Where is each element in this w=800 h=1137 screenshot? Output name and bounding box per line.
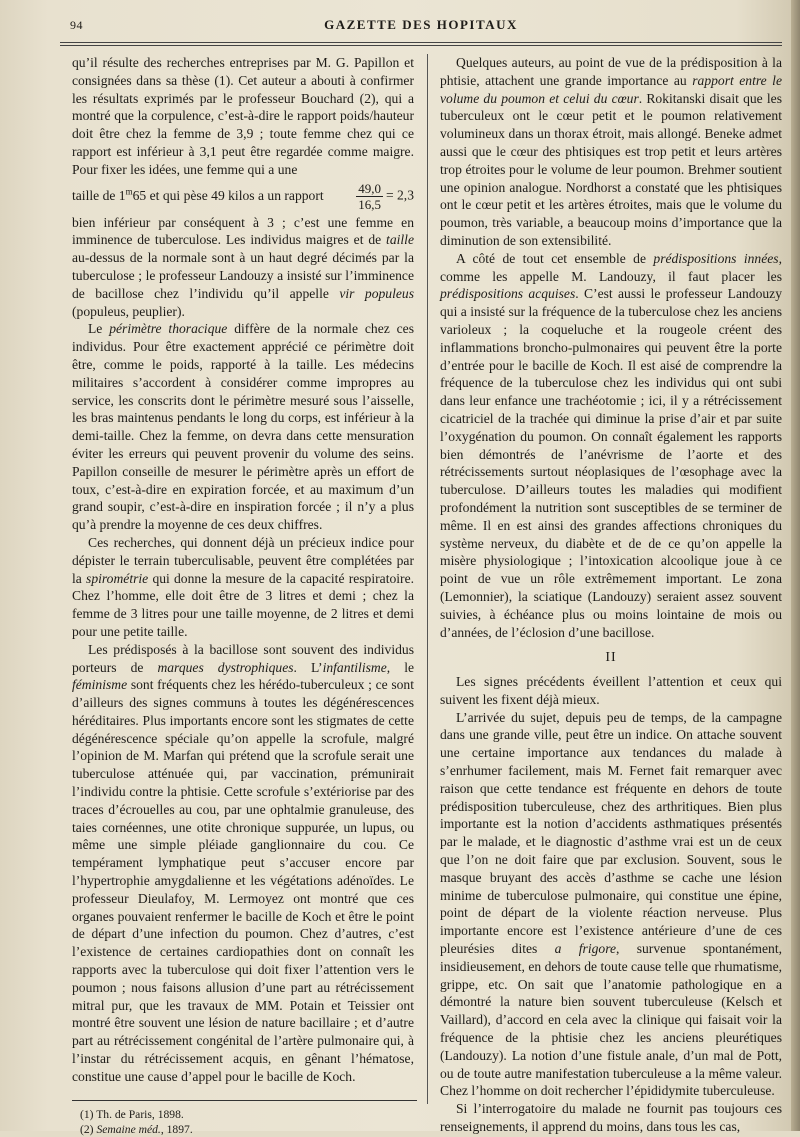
footnote-rule [72,1100,417,1101]
journal-title: GAZETTE DES HOPITAUX [324,17,518,32]
page-header [60,14,782,38]
paragraph: Ces recherches, qui donnent déjà un précieux indice pour dépister le terrain tuberculisable, peuvent être complétées par la spirométrie qui donne la mesure de la capacité respiratoire. Chez l’homme, elle doit être de 3 litres et demi ; chez la femme de 3 litres pour une taille moyenne, de 2 litres et demi pour une petite taille. [72,534,414,639]
paragraph: Si l’interrogatoire du malade ne fournit pas toujours ces renseignements, il apprend du moins, dans tous les cas, [440,1101,782,1135]
page-edge-shadow [791,0,800,1131]
header-double-rule [60,42,782,46]
paragraph: Les prédisposés à la bacillose sont souvent des individus porteurs de marques dystrophiques. L’infantilisme, le féminisme sont fréquents chez les hérédo-tuberculeux ; ce sont d’ailleurs des signes communs à toutes les dégénérescences héréditaires. Plus importants encore sont les stigmates de cette dégénérescence spéciale qu’on appelle la scrofule, malgré l’opinion de M. Marfan qui prétend que la scrofule serait une tuberculose atténuée qui, par vaccination, prémunirait l’individu contre la phtisie. Cette scrofule s’extériorise par des traces d’écrouelles au cou, par une ophtalmie granuleuse, des taies cornéennes, une otite chronique suppurée, un lupus, ou même une simple pléiade ganglionnaire du cou. Ce tempérament lymphatique peut s’accuser encore par l’hypertrophie amygdalienne et les végétations adénoïdes. Le professeur Dieulafoy, M. Lermoyez ont montré que ces organes pouvaient renfermer le bacille de Koch et être le point de départ d’une infection du poumon. Chez d’autres, c’est l’existence de certaines cardiopathies dont on connaît les rapports avec la tuberculose qui doit fixer l’attention vers le poumon ; nous faisons allusion d’une part au rétrécissement mitral pur, que les travaux de MM. Potain et Teissier ont montré être souvent une lésion de nature bacillaire ; et d’autre part au rétrécissement congénital de l’artère pulmonaire qui, à l’instar du rétrécissement acquis, en gênant l’hématose, constitue une cause d’appel pour le bacille de Koch. [72,641,414,1084]
right-column [440,54,782,1136]
paragraph: L’arrivée du sujet, depuis peu de temps, de la campagne dans une grande ville, peut être un indice. On attache souvent une certaine importance aux tendances du malade à s’enrhumer facilement, mais M. Fernet fait remarquer avec raison que cette tendance est fréquente en dehors de toute prédisposition tuberculeuse, chez des arthritiques. Bien plus importante est la notion d’accidents asthmatiques présentés par le malade, et le diagnostic d’asthme vrai est un de ceux que l’on ne doit faire que par exclusion. Souvent, sous le masque bruyant des accès d’asthme se cache une lésion minime de tuberculose pulmonaire, qui constitue une épine, point de départ de la violente réaction nerveuse. Plus importante encore est l’existence antérieure d’une de ces pleurésies dites a frigore, survenue spontanément, insidieusement, en dehors de toute cause telle que rhumatisme, grippe, etc. On sait que l’anatomie pathologique en a démontré la nature bien souvent tuberculeuse (Kelsch et Vaillard), d’accord en cela avec la clinique qui faisait voir la fréquence de la phtisie chez les anciens pleurétiques (Landouzy). La notion d’une fistule anale, d’un mal de Pott, ou de toute autre manifestation tuberculeuse a la même valeur. Chez l’homme on doit rechercher l’épididymite tuberculeuse. [440,709,783,1099]
footnote: (2) Semaine méd., 1897. [80,1122,193,1136]
formula: $\frac{49,0}{16,5}$ = 2,3 [358,180,414,212]
paragraph: Les signes précédents éveillent l’attention et ceux qui suivent les fixent déjà mieux. [440,674,782,707]
left-column [72,54,414,1137]
section-number: II [605,650,617,666]
footnotes [72,1107,414,1137]
paragraph: Le périmètre thoracique diffère de la normale chez ces individus. Pour être exactement apprécié ce périmètre doit être, comme le poids, rapporté à la taille. Les médecins militaires s’accordent à considérer comme impropres au service, les conscrits dont le périmètre mesuré sous l’aisselle, les bras maintenus pendants le long du corps, est inférieur à la demi-taille. Chez la femme, on devra dans cette mensuration éviter les erreurs qui peuvent provenir du volume des seins. Papillon conseille de mesurer le périmètre après un effort de toux, c’est-à-dire en expiration forcée, et au maximum d’un grand soupir, c’est-à-dire en inspiration forcée ; il n’y a plus qu’à prendre la moyenne de ces deux chiffres. [72,321,414,533]
column-divider [427,54,428,1104]
footnote: (1) Th. de Paris, 1898. [80,1107,184,1121]
fraction: $\frac{49,0}{16,5}$ [358,180,381,212]
paragraph: bien inférieur par conséquent à 3 ; c’est une femme en imminence de tuberculose. Les individus maigres et de taille au-dessus de la normale sont à un haut degré décimés par la tuberculose ; le professeur Landouzy a insisté sur l’imminence de bacillose chez l’individu qu’il appelle vir populeus (populeus, peuplier). [72,214,415,319]
paragraph: qu’il résulte des recherches entreprises par M. G. Papillon et consignées dans sa thèse (1). Cet auteur a abouti à confirmer les résultats exprimés par le professeur Bouchard (2), qui a montré que la corpulence, c’est-à-dire le rapport poids/hauteur doit être chez la femme de 3,9 ; toute femme chez qui ce rapport est inférieur à 3,1 peut être regardée comme maigre. Pour fixer les idées, une femme qui a une [72,55,414,177]
paragraph: A côté de tout cet ensemble de prédispositions innées, comme les appelle M. Landouzy, il faut placer les prédispositions acquises. C’est aussi le professeur Landouzy qui a insisté sur la fréquence de la tuberculose chez les anciens varioleux ; la coqueluche et la rougeole créent des inflammations broncho-pulmonaires qui peuvent être la porte d’entrée pour le bacille de Koch. Il est aisé de comprendre la fréquence de la tuberculose chez les individus qui ont subi dans leur enfance une trachéotomie ; ici, il y a rétrécissement cicatriciel de la trachée qui diminue la prise d’air et par suite l’oxygénation du poumon. On connaît également les rapports bien démontrés de l’anévrisme de l’aorte et des rétrécissements surtout néoplasiques de l’œsophage avec la tuberculose. D’ailleurs toutes les maladies qui modifient profondément la nutrition sont susceptibles de se terminer de même. Il en est ainsi des grandes affections chroniques du système nerveux, du diabète et de de ce qu’on appelle la misère physiologique ; l’intoxication alcoolique joue à ce point de vue un rôle extrêmement important. Le zona (Lemonnier), la sciatique (Landouzy) seraient assez souvent suivies, à échéance plus ou moins lointaine de mois ou d’années, de l’éclosion d’une bacillose. [440,250,783,640]
formula-line [72,181,414,212]
paragraph: Quelques auteurs, au point de vue de la prédisposition à la phtisie, attachent une grande importance au rapport entre le volume du poumon et celui du cœur. Rokitanski disait que les tuberculeux ont le cœur petit et le poumon relativement volumineux dans un thorax étroit, mais allongé. Beneke admet aussi que le cœur des phtisiques est trop petit et leurs artères trop étroites pour le volume de leur poumon. Brehmer soutient une opinion analogue. Nordhorst a constaté que les phtisiques ont le cœur petit et les artères étroites, mais que le volume du poumon, très variable, a beaucoup moins d’importance que la diminution de son extensibilité. [440,55,782,248]
formula-text: taille de 1$^m$65 et qui pèse 49 kilos a un rapport [72,186,324,204]
page-number: 94 [70,18,83,32]
